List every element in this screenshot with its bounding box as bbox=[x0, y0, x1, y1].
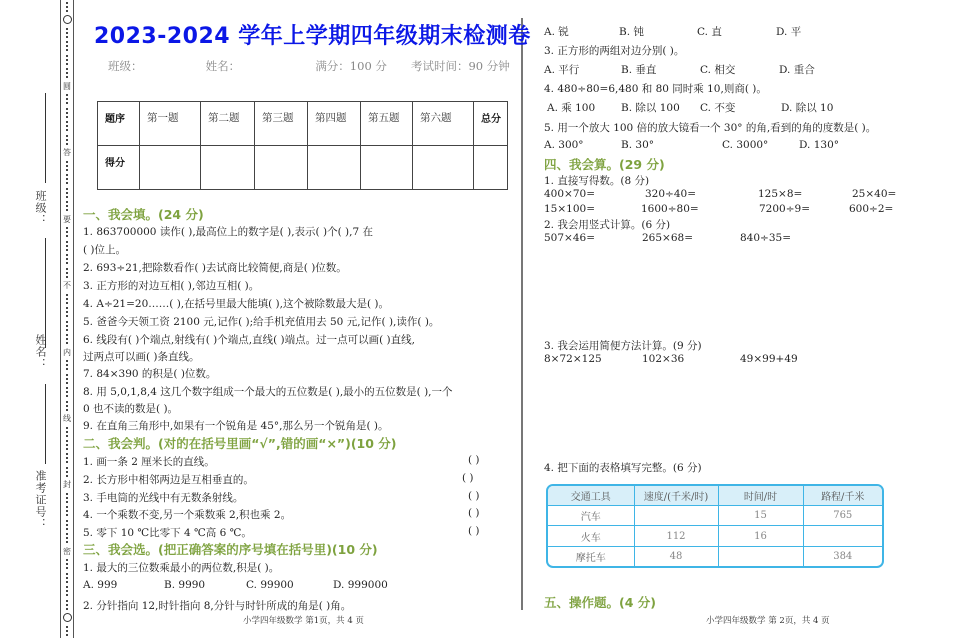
choice-question: 2. 分针指向 12,时针指向 8,分针与时针所成的角是( )角。 bbox=[83, 600, 352, 612]
score-table-col: 第四题 bbox=[308, 102, 361, 146]
calc-item: 8×72×125 bbox=[544, 353, 602, 365]
class-field-line-lower bbox=[45, 238, 46, 348]
question-line: 3. 正方形的对边互相( ),邻边互相( )。 bbox=[83, 280, 260, 292]
vehicle-speed[interactable] bbox=[634, 506, 718, 526]
name-field-label: 姓名： bbox=[34, 334, 47, 370]
choice-option: D. 重合 bbox=[779, 64, 815, 76]
exam-time: 考试时间：90 分钟 bbox=[410, 59, 510, 73]
section4-heading: 四、我会算。(29 分) bbox=[544, 157, 665, 172]
vehicle-table bbox=[546, 484, 884, 568]
vehicle-distance: 384 bbox=[803, 546, 882, 566]
seal-char: 内 bbox=[63, 347, 71, 357]
question-line: 1. 863700000 读作( ),最高位上的数字是( ),表示( )个( ),7 在 bbox=[83, 226, 373, 238]
vehicle-distance[interactable] bbox=[803, 526, 882, 546]
calc-item: 49×99+49 bbox=[740, 353, 798, 365]
question-line: 4. A÷21=20……( ),在括号里最大能填( ),这个被除数最大是( )。 bbox=[83, 298, 390, 310]
score-cell[interactable] bbox=[140, 146, 201, 190]
choice-option: A. 锐 bbox=[544, 26, 569, 38]
choice-question: 4. 480÷80=6,480 和 80 同时乘 10,则商( )。 bbox=[544, 83, 767, 95]
score-table-col: 第五题 bbox=[361, 102, 413, 146]
judge-item: 1. 画一条 2 厘米长的直线。 bbox=[83, 456, 215, 468]
seal-char: 线 bbox=[63, 414, 71, 424]
vehicle-table-header: 路程/千米 bbox=[803, 486, 882, 506]
choice-option: B. 钝 bbox=[619, 26, 644, 38]
vehicle-time: 15 bbox=[718, 506, 803, 526]
score-table bbox=[97, 101, 508, 190]
seal-char: 密 bbox=[63, 546, 71, 556]
footer-page1: 小学四年级数学 第1页，共 4 页 bbox=[243, 616, 364, 626]
score-table-col: 第二题 bbox=[201, 102, 255, 146]
section5-heading: 五、操作题。(4 分) bbox=[544, 595, 656, 610]
calc-item: 102×36 bbox=[642, 353, 685, 365]
vehicle-time: 16 bbox=[718, 526, 803, 546]
choice-option: B. 垂直 bbox=[621, 64, 657, 76]
full-score: 满分：100 分 bbox=[315, 59, 387, 73]
vehicle-time[interactable] bbox=[718, 546, 803, 566]
seal-line bbox=[60, 0, 74, 638]
answer-paren[interactable]: ( ) bbox=[462, 472, 474, 484]
score-table-header: 题序 bbox=[98, 102, 140, 146]
vehicle-speed: 48 bbox=[634, 546, 718, 566]
question-line: 5. 爸爸今天领工资 2100 元,记作( );给手机充值用去 50 元,记作( ),读作( )。 bbox=[83, 316, 440, 328]
circle-icon bbox=[63, 15, 72, 24]
question-line: 8. 用 5,0,1,8,4 这几个数字组成一个最大的五位数是( ),最小的五位数是( ),一个 bbox=[83, 386, 453, 398]
vehicle-table-header: 时间/时 bbox=[718, 486, 803, 506]
binding-margin bbox=[0, 0, 75, 638]
choice-option: D. 999000 bbox=[333, 579, 388, 591]
choice-option: A. 乘 100 bbox=[547, 102, 596, 114]
question-line: 6. 线段有( )个端点,射线有( )个端点,直线( )端点。过一点可以画( )直线, bbox=[83, 334, 415, 346]
answer-paren[interactable]: ( ) bbox=[468, 525, 480, 537]
question-line: 过两点可以画( )条直线。 bbox=[83, 351, 200, 363]
vehicle-name: 摩托车 bbox=[548, 546, 634, 566]
seal-char: 要 bbox=[63, 214, 71, 224]
calc-item: 7200÷9= bbox=[759, 203, 810, 215]
circle-icon bbox=[63, 613, 72, 622]
score-table-col: 第六题 bbox=[413, 102, 474, 146]
sub-question: 3. 我会运用简便方法计算。(9 分) bbox=[544, 340, 702, 352]
choice-option: A. 300° bbox=[544, 139, 584, 151]
calc-item: 15×100= bbox=[544, 203, 595, 215]
seal-char: 封 bbox=[63, 480, 71, 490]
question-line: 0 也不读的数是( )。 bbox=[83, 403, 179, 415]
choice-option: A. 平行 bbox=[544, 64, 580, 76]
name-field-line[interactable] bbox=[45, 384, 46, 464]
page-divider bbox=[521, 18, 523, 610]
choice-option: C. 99900 bbox=[246, 579, 294, 591]
score-cell[interactable] bbox=[361, 146, 413, 190]
vehicle-name: 汽车 bbox=[548, 506, 634, 526]
section3-heading: 三、我会选。(把正确答案的序号填在括号里)(10 分) bbox=[83, 542, 378, 557]
judge-item: 3. 手电筒的光线中有无数条射线。 bbox=[83, 492, 244, 504]
exam-number-field-label: 准考证号： bbox=[34, 470, 47, 530]
class-label: 班级： bbox=[108, 59, 143, 73]
name-label: 姓名： bbox=[205, 59, 241, 73]
header-info-row bbox=[108, 58, 510, 74]
choice-question: 1. 最大的三位数乘最小的两位数,积是( )。 bbox=[83, 562, 280, 574]
page-title: 2023-2024 学年上学期四年级期末检测卷 bbox=[94, 24, 531, 49]
judge-item: 4. 一个乘数不变,另一个乘数乘 2,积也乘 2。 bbox=[83, 509, 292, 521]
score-cell[interactable] bbox=[201, 146, 255, 190]
score-cell[interactable] bbox=[413, 146, 474, 190]
calc-item: 1600÷80= bbox=[641, 203, 699, 215]
seal-char: 不 bbox=[63, 281, 71, 291]
calc-item: 265×68= bbox=[642, 232, 693, 244]
score-table-total: 总分 bbox=[474, 102, 508, 146]
vehicle-table-header: 交通工具 bbox=[548, 486, 634, 506]
vehicle-name: 火车 bbox=[548, 526, 634, 546]
answer-paren[interactable]: ( ) bbox=[468, 490, 480, 502]
choice-option: B. 9990 bbox=[164, 579, 206, 591]
judge-item: 5. 零下 10 ℃比零下 4 ℃高 6 ℃。 bbox=[83, 527, 252, 539]
vehicle-speed: 112 bbox=[634, 526, 718, 546]
answer-paren[interactable]: ( ) bbox=[468, 454, 480, 466]
calc-item: 25×40= bbox=[852, 188, 897, 200]
class-field-line[interactable] bbox=[45, 93, 46, 183]
calc-item: 840÷35= bbox=[740, 232, 791, 244]
sub-question: 1. 直接写得数。(8 分) bbox=[544, 175, 650, 187]
choice-option: C. 直 bbox=[697, 26, 722, 38]
choice-option: B. 30° bbox=[621, 139, 655, 151]
question-line: 7. 84×390 的积是( )位数。 bbox=[83, 368, 217, 380]
choice-option: A. 999 bbox=[83, 579, 118, 591]
score-cell[interactable] bbox=[474, 146, 508, 190]
choice-question: 5. 用一个放大 100 倍的放大镜看一个 30° 的角,看到的角的度数是( )。 bbox=[544, 122, 877, 134]
seal-char: 答 bbox=[63, 148, 71, 158]
section1-heading: 一、我会填。(24 分) bbox=[83, 207, 204, 222]
choice-question: 3. 正方形的两组对边分别( )。 bbox=[544, 45, 685, 57]
choice-option: B. 除以 100 bbox=[621, 102, 680, 114]
vehicle-distance: 765 bbox=[803, 506, 882, 526]
seal-char: 圆 bbox=[63, 81, 71, 91]
choice-option: D. 除以 10 bbox=[781, 102, 834, 114]
footer-page2: 小学四年级数学 第 2页，共 4 页 bbox=[706, 616, 830, 626]
choice-option: D. 130° bbox=[799, 139, 840, 151]
score-cell[interactable] bbox=[255, 146, 308, 190]
score-table-col: 第三题 bbox=[255, 102, 308, 146]
sub-question: 4. 把下面的表格填写完整。(6 分) bbox=[544, 462, 702, 474]
vehicle-table-header: 速度/(千米/时) bbox=[634, 486, 718, 506]
choice-option: C. 3000° bbox=[722, 139, 769, 151]
class-field-label: 班级： bbox=[34, 190, 47, 226]
question-line: 2. 693÷21,把除数看作( )去试商比较简便,商是( )位数。 bbox=[83, 262, 347, 274]
score-row-label: 得分 bbox=[98, 146, 140, 190]
sub-question: 2. 我会用竖式计算。(6 分) bbox=[544, 219, 671, 231]
calc-item: 125×8= bbox=[758, 188, 803, 200]
calc-item: 320÷40= bbox=[645, 188, 696, 200]
choice-option: C. 不变 bbox=[700, 102, 736, 114]
answer-paren[interactable]: ( ) bbox=[468, 507, 480, 519]
choice-option: D. 平 bbox=[776, 26, 802, 38]
section2-heading: 二、我会判。(对的在括号里画“√”,错的画“×”)(10 分) bbox=[83, 436, 397, 451]
judge-item: 2. 长方形中相邻两边是互相垂直的。 bbox=[83, 474, 254, 486]
calc-item: 507×46= bbox=[544, 232, 595, 244]
score-cell[interactable] bbox=[308, 146, 361, 190]
calc-item: 400×70= bbox=[544, 188, 595, 200]
question-line: ( )位上。 bbox=[83, 244, 127, 256]
question-line: 9. 在直角三角形中,如果有一个锐角是 45°,那么另一个锐角是( )。 bbox=[83, 420, 389, 432]
choice-option: C. 相交 bbox=[700, 64, 736, 76]
score-table-col: 第一题 bbox=[140, 102, 201, 146]
calc-item: 600÷2= bbox=[849, 203, 894, 215]
